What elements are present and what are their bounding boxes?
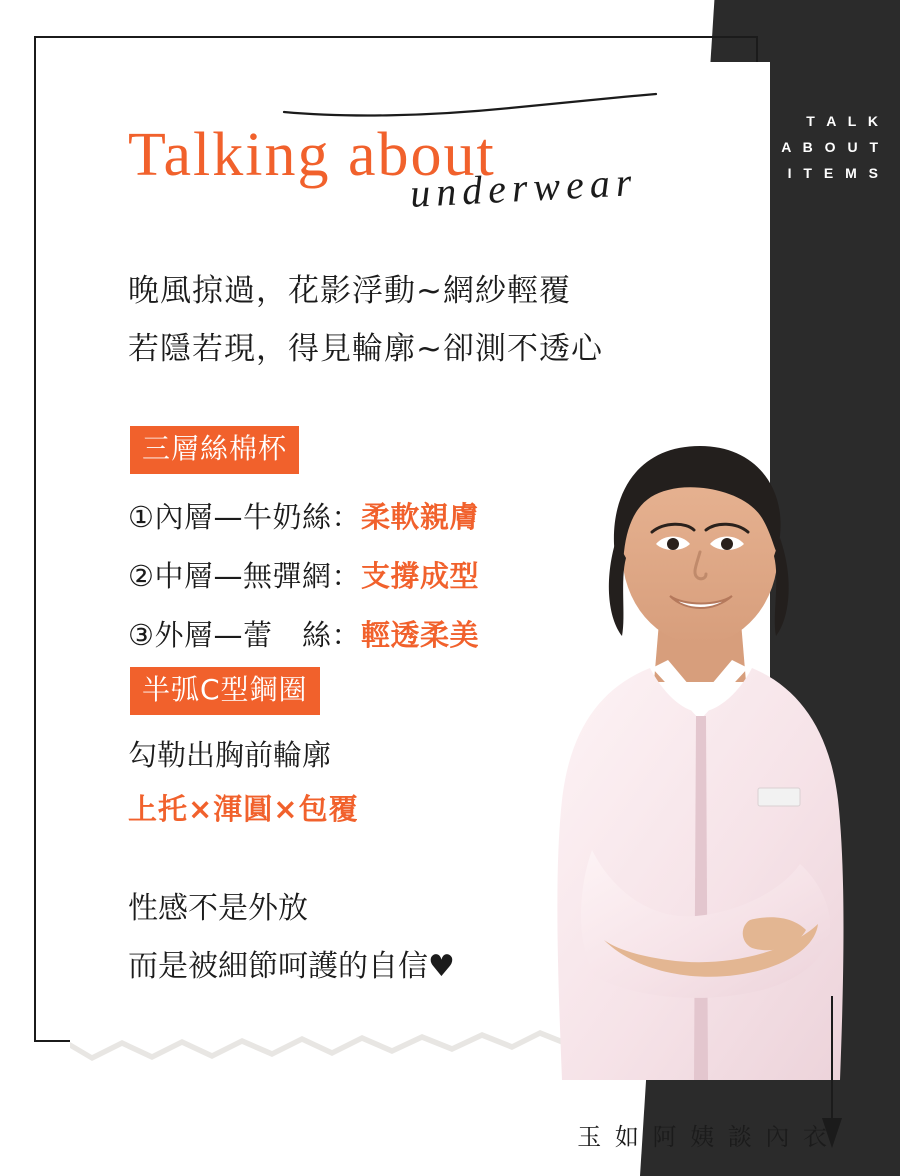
layer-3-highlight: 輕透柔美: [361, 618, 480, 652]
layer-2-highlight: 支撐成型: [361, 559, 480, 593]
cup-tag-wrap: [130, 426, 299, 474]
headline-main: Talking about: [128, 121, 496, 189]
layer-3-label: 外層—蕾 絲：: [154, 618, 362, 652]
script-underline-flourish: [280, 92, 660, 118]
side-label: [778, 108, 882, 186]
side-label-line-3: I T E M S: [787, 165, 882, 181]
headline: [128, 120, 639, 216]
wire-highlight: 上托×渾圓×包覆: [128, 792, 359, 826]
layer-1-label: 內層—牛奶絲：: [154, 500, 362, 534]
poem-block: [128, 262, 603, 378]
layer-3-number: ③: [128, 618, 155, 652]
layer-2-number: ②: [128, 559, 155, 593]
side-label-line-2: A B O U T: [781, 139, 882, 155]
signature: 玉 如 阿 姨 談 內 衣: [577, 1123, 830, 1151]
headline-script: underwear: [408, 159, 639, 216]
layer-item: [128, 606, 479, 665]
layer-item: [128, 488, 479, 547]
side-label-line-1: T A L K: [806, 113, 882, 129]
poem-line-1: 晚風掠過，花影浮動~網紗輕覆: [128, 273, 571, 309]
layers-list: [128, 488, 479, 665]
poem-line-2: 若隱若現，得見輪廓~卻測不透心: [128, 331, 603, 367]
closing-block: [128, 880, 455, 996]
closing-line-1: 性感不是外放: [128, 891, 308, 926]
layer-1-highlight: 柔軟親膚: [361, 500, 480, 534]
wire-block: [128, 728, 359, 836]
layer-item: [128, 547, 479, 606]
wire-tag-wrap: [130, 667, 320, 715]
cup-tag: 三層絲棉杯: [130, 426, 299, 474]
layer-1-number: ①: [128, 500, 155, 534]
wire-description: 勾勒出胸前輪廓: [128, 738, 332, 772]
wire-tag: 半弧C型鋼圈: [130, 667, 320, 715]
closing-line-2: 而是被細節呵護的自信♥: [128, 949, 455, 984]
layer-2-label: 中層—無彈網：: [154, 559, 362, 593]
